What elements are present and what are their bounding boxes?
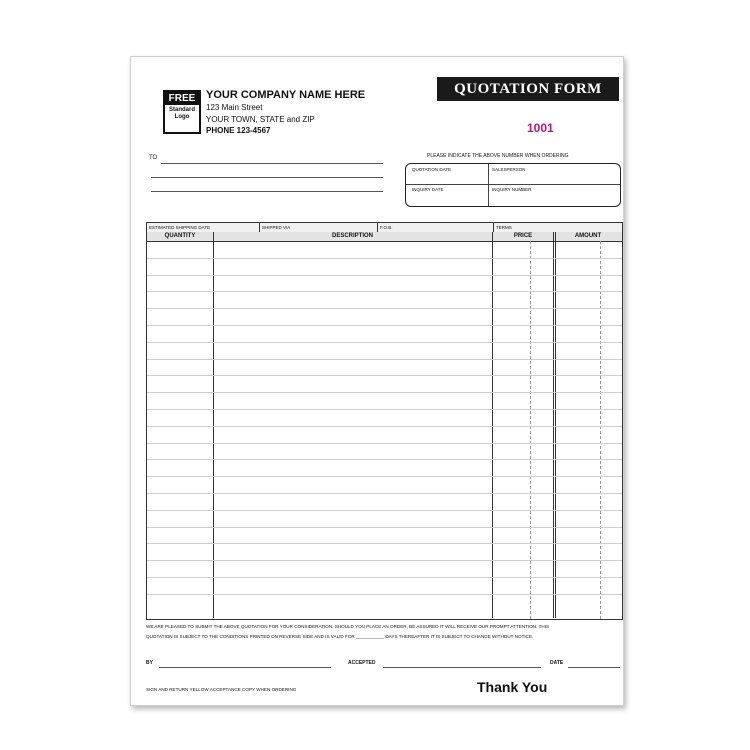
table-row[interactable]: [147, 359, 622, 360]
quotation-form-sheet: [130, 56, 624, 706]
table-row[interactable]: [147, 577, 622, 578]
company-name: YOUR COMPANY NAME HERE: [206, 89, 366, 101]
date-label: DATE: [550, 660, 564, 666]
salesperson-label: SALESPERSON: [492, 167, 526, 172]
accepted-signature-line[interactable]: [383, 667, 541, 668]
fob-label: F.O.B.: [377, 223, 493, 232]
price-header: PRICE: [513, 233, 533, 239]
inquiry-date-label: INQUIRY DATE: [412, 187, 444, 192]
to-line-2[interactable]: [151, 177, 383, 178]
form-title: QUOTATION FORM: [437, 77, 619, 101]
est-shipping-date-label: ESTIMATED SHIPPING DATE: [149, 225, 211, 230]
table-row[interactable]: [147, 493, 622, 494]
amount-cents-divider: [600, 241, 601, 619]
logo-standard-text: [165, 107, 199, 121]
quantity-header: QUANTITY: [164, 233, 196, 239]
table-row[interactable]: [147, 258, 622, 259]
logo-free-label: FREE: [165, 92, 199, 105]
table-row[interactable]: [147, 342, 622, 343]
quotation-info-box: [405, 163, 621, 207]
table-row[interactable]: [147, 275, 622, 276]
terms-label: TERMS: [493, 223, 622, 232]
thank-you-text: Thank You: [477, 679, 548, 695]
table-row[interactable]: [147, 510, 622, 511]
company-phone: PHONE 123-4567: [206, 126, 271, 135]
table-row[interactable]: [147, 560, 622, 561]
to-line-1[interactable]: [161, 163, 383, 164]
info-box-divider-h: [406, 184, 620, 185]
table-row[interactable]: [147, 426, 622, 427]
table-row[interactable]: [147, 443, 622, 444]
table-row[interactable]: [147, 409, 622, 410]
sign-return-note: SIGN AND RETURN YELLOW ACCEPTANCE COPY WHEN ORDERING: [146, 687, 297, 692]
company-street: 123 Main Street: [206, 103, 263, 112]
shipped-via-label: SHIPPED VIA: [259, 223, 377, 232]
table-row[interactable]: [147, 527, 622, 528]
quotation-number: 1001: [527, 121, 554, 135]
table-row[interactable]: [147, 594, 622, 595]
free-standard-logo: [163, 90, 201, 134]
table-row[interactable]: [147, 308, 622, 309]
order-note: PLEASE INDICATE THE ABOVE NUMBER WHEN ORDERING: [427, 153, 569, 159]
by-signature-line[interactable]: [159, 667, 331, 668]
by-label: BY: [146, 660, 153, 666]
table-header-row: [147, 232, 622, 242]
company-city: YOUR TOWN, STATE and ZIP: [206, 115, 315, 124]
inquiry-number-label: INQUIRY NUMBER: [492, 187, 532, 192]
table-row[interactable]: [147, 291, 622, 292]
table-row[interactable]: [147, 459, 622, 460]
footer-line-1: WE ARE PLEASED TO SUBMIT THE ABOVE QUOTATION FOR YOUR CONSIDERATION. SHOULD YOU PLACE AN ORDER, BE ASSURED IT WILL RECEIVE OUR PROMPT ATTENTION. THIS: [146, 624, 550, 629]
accepted-label: ACCEPTED: [348, 660, 376, 666]
to-label: TO: [149, 155, 158, 161]
to-line-3[interactable]: [151, 191, 383, 192]
logo-standard-word: Standard: [168, 107, 195, 113]
info-box-divider-v: [488, 164, 489, 206]
description-header: DESCRIPTION: [331, 233, 373, 239]
table-row[interactable]: [147, 392, 622, 393]
quotation-date-label: QUOTATION DATE: [412, 167, 451, 172]
table-row[interactable]: [147, 476, 622, 477]
logo-logo-word: Logo: [174, 114, 190, 120]
date-line[interactable]: [568, 667, 620, 668]
footer-line-2: QUOTATION IS SUBJECT TO THE CONDITIONS PRINTED ON REVERSE SIDE AND IS VALID FOR ___________ DAYS THEREAFTER IT IS SUBJECT TO CHANGE WITHOUT NOTICE.: [146, 634, 534, 639]
amount-header: AMOUNT: [574, 233, 602, 239]
table-row[interactable]: [147, 325, 622, 326]
table-row[interactable]: [147, 543, 622, 544]
table-row[interactable]: [147, 375, 622, 376]
line-items-table: [146, 222, 623, 620]
price-cents-divider: [530, 241, 531, 619]
